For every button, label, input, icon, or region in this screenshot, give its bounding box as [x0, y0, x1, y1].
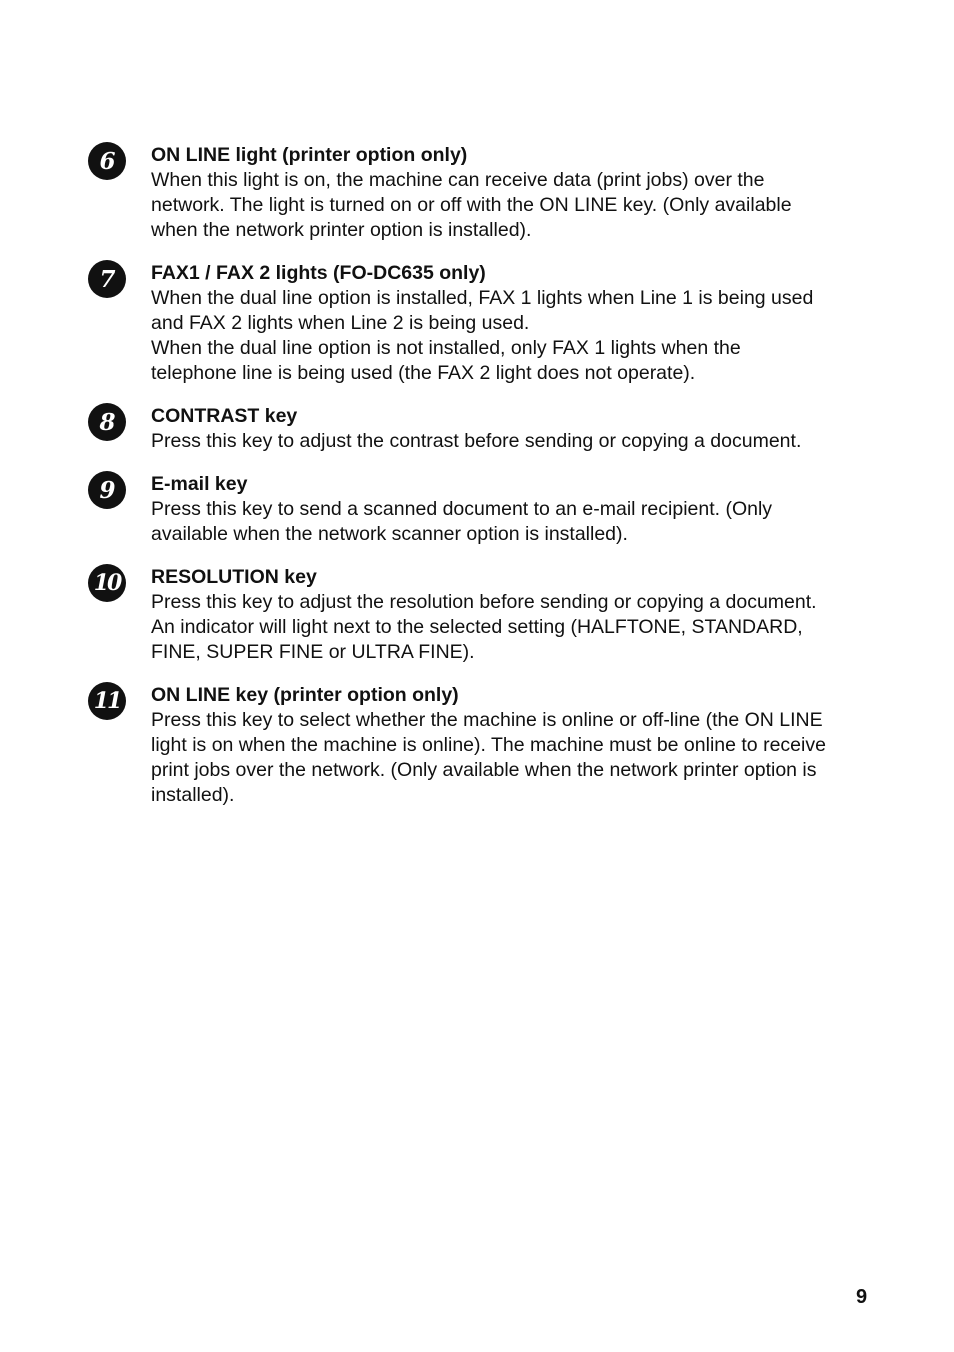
item-line: Press this key to adjust the contrast before sending or copying a document. [151, 430, 802, 452]
number-badge: 7 [88, 260, 126, 298]
item-line: Press this key to adjust the resolution before sending or copying a document. [151, 591, 817, 613]
item-line: and FAX 2 lights when Line 2 is being used. [151, 312, 530, 334]
item-line: print jobs over the network. (Only available when the network printer option is [151, 759, 817, 781]
page-number: 9 [856, 1286, 868, 1308]
item-line: When the dual line option is installed, FAX 1 lights when Line 1 is being used [151, 287, 814, 309]
item-heading: FAX1 / FAX 2 lights (FO-DC635 only) [151, 262, 486, 284]
item-line: An indicator will light next to the selected setting (HALFTONE, STANDARD, [151, 616, 803, 638]
item-heading: ON LINE light (printer option only) [151, 144, 468, 166]
item-line: FINE, SUPER FINE or ULTRA FINE). [151, 641, 475, 663]
item-line: When this light is on, the machine can receive data (print jobs) over the [151, 169, 765, 191]
item-text [151, 404, 858, 454]
item-line: available when the network scanner option is installed). [151, 523, 628, 545]
item-line: installed). [151, 784, 235, 806]
item-heading: RESOLUTION key [151, 566, 317, 588]
item-heading: ON LINE key (printer option only) [151, 684, 459, 706]
number-badge: 10 [88, 564, 126, 602]
item-text [151, 261, 858, 386]
item-line: when the network printer option is installed). [151, 219, 532, 241]
item-line: telephone line is being used (the FAX 2 light does not operate). [151, 362, 696, 384]
item-heading: CONTRAST key [151, 405, 298, 427]
item-line: When the dual line option is not installed, only FAX 1 lights when the [151, 337, 741, 359]
number-badge: 6 [88, 142, 126, 180]
item-line: Press this key to send a scanned document to an e-mail recipient. (Only [151, 498, 773, 520]
item-line: Press this key to select whether the machine is online or off-line (the ON LINE [151, 709, 823, 731]
item-line: network. The light is turned on or off with the ON LINE key. (Only available [151, 194, 792, 216]
item-text [151, 565, 858, 665]
item-heading: E-mail key [151, 473, 248, 495]
item-text [151, 683, 858, 808]
number-badge: 9 [88, 471, 126, 509]
item-text [151, 472, 858, 547]
item-line: light is on when the machine is online). The machine must be online to receive [151, 734, 826, 756]
number-badge: 11 [88, 682, 126, 720]
item-text [151, 143, 858, 243]
number-badge: 8 [88, 403, 126, 441]
